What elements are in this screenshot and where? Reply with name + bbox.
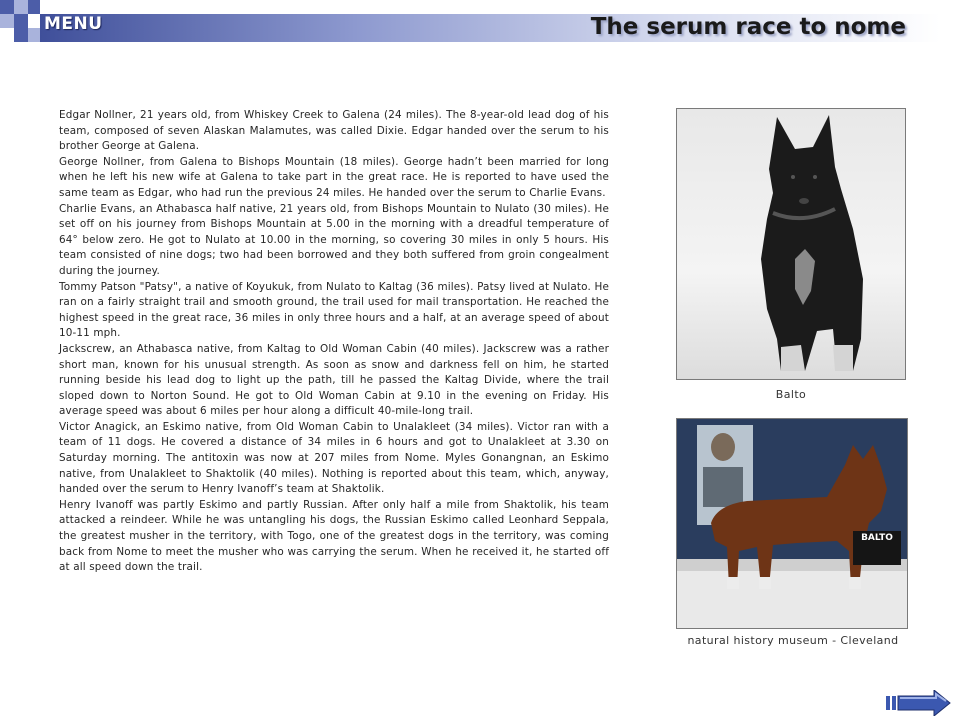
header-square bbox=[0, 14, 14, 28]
museum-photo bbox=[676, 418, 908, 629]
story-paragraph: Henry Ivanoff was partly Eskimo and partly Russian. After only half a mile from Shaktolik, his team attacked a reindeer. While he was untangling his dogs, the Russian Eskimo called Leonhard Seppala, the greatest musher in the territory, with Togo, one of the greatest dogs in the territory, was coming back from Nome to meet the musher who was carrying the serum. When he received it, he started off at all speed down the trail. bbox=[59, 498, 609, 574]
story-paragraph: Charlie Evans, an Athabasca half native, 21 years old, from Bishops Mountain to Nulato (30 miles). He set off on his journey from Bishops Mountain at 5.00 in the morning with a dreadful temperature of 64° below zero. He got to Nulato at 10.00 in the morning, so covering 30 miles in only 5 hours. His team consisted of nine dogs; two had been borrowed and they both suffered from groin congealment during the journey. bbox=[59, 202, 609, 277]
story-paragraph: Tommy Patson "Patsy", a native of Koyukuk, from Nulato to Kaltag (36 miles). Patsy lived at Nulato. He ran on a fairly straight trail and smooth ground, the trail used for mail transportation. He reached the highest speed in the great race, 36 miles in only three hours and a half, at an average speed of about 10-11 mph. bbox=[59, 280, 609, 340]
museum-plaque: BALTO bbox=[861, 533, 893, 543]
menu-link[interactable]: MENU bbox=[44, 14, 103, 34]
header-square bbox=[28, 0, 40, 14]
header-band bbox=[0, 0, 960, 52]
balto-photo bbox=[676, 108, 906, 380]
arrow-right-icon bbox=[886, 690, 952, 716]
story-paragraph: George Nollner, from Galena to Bishops Mountain (18 miles). George hadn’t been married for long when he left his new wife at Galena to take part in the great race. He is reported to have used the same team as Edgar, who had run the previous 24 miles. He handed over the serum to Charlie Evans. bbox=[59, 155, 609, 199]
header-square bbox=[14, 14, 28, 28]
header-square bbox=[14, 0, 28, 14]
page-title: The serum race to nome bbox=[590, 14, 906, 40]
story-paragraph: Jackscrew, an Athabasca native, from Kaltag to Old Woman Cabin (40 miles). Jackscrew was a rather short man, known for his unusual strength. As soon as snow and darkness fell on him, he started running beside his lead dog to light up the path, till he passed the Kaltag Divide, where the trail sloped down to Norton Sound. He got to Old Woman Cabin at 9.10 in the evening on Friday. His average speed was about 6 miles per hour along a difficult 40-mile-long trail. bbox=[59, 342, 609, 418]
header-square bbox=[28, 28, 40, 42]
header-square bbox=[0, 0, 14, 14]
balto-caption: Balto bbox=[775, 388, 807, 401]
story-text bbox=[59, 108, 609, 576]
story-paragraph: Victor Anagick, an Eskimo native, from Old Woman Cabin to Unalakleet (34 miles). Victor ran with a team of 11 dogs. He covered a distance of 34 miles in 6 hours and got to Unalakleet at 3.30 on Saturday morning. The antitoxin was now at 207 miles from Nome. Myles Gonangnan, an Eskimo native, from Unalakleet to Shaktolik (40 miles). Nothing is reported about this team, which, anyway, handed over the serum to Henry Ivanoff’s team at Shaktolik. bbox=[59, 420, 609, 496]
next-button[interactable] bbox=[886, 690, 952, 716]
museum-caption: natural history museum - Cleveland bbox=[687, 634, 899, 647]
header-square bbox=[14, 28, 28, 42]
story-paragraph: Edgar Nollner, 21 years old, from Whiskey Creek to Galena (24 miles). The 8-year-old lead dog of his team, composed of seven Alaskan Malamutes, was called Dixie. Edgar handed over the serum to his brother George at Galena. bbox=[59, 109, 609, 153]
